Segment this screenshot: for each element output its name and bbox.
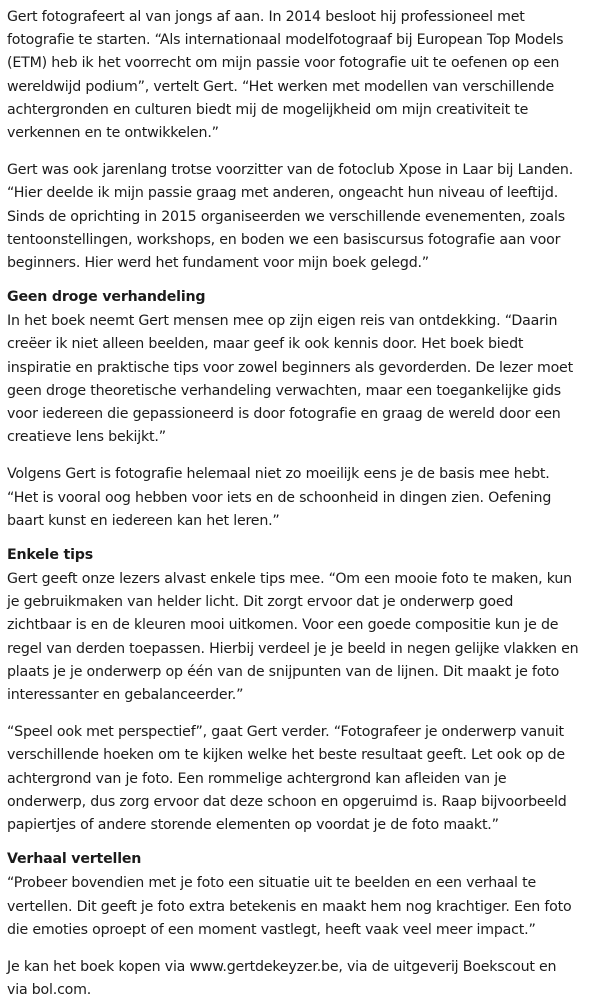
heading-geen-droge-verhandeling: Geen droge verhandeling — [7, 289, 206, 306]
paragraph-tips: Gert geeft onze lezers alvast enkele tips mee. “Om een mooie foto te maken, kun je gebruikmaken van helder licht. Dit zorgt ervoor dat je onderwerp goed zichtbaar is en de kleuren mooi uitkomen. Voor een goede compositie kun je de regel van derden toepassen. Hierbij verdeel je je beeld in negen gelijke vlakken en plaats je je onderwerp op één van de snijpunten van de lijnen. Dit maakt je foto interessanter en gebalanceerder.” — [7, 571, 579, 704]
paragraph-intro: Gert fotografeert al van jongs af aan. In 2014 besloot hij professioneel met fotografie te starten. “Als internationaal modelfotograaf bij European Top Models (ETM) heb ik het voorrecht om mijn passie voor fotografie uit te oefenen op een wereldwijd podium”, vertelt Gert. “Het werken met modellen van verschillende achtergronden en culturen biedt mij de mogelijkheid om mijn creativiteit te verkennen en te ontwikkelen.” — [7, 9, 564, 142]
paragraph-boek: In het boek neemt Gert mensen mee op zijn eigen reis van ontdekking. “Daarin creëer ik niet alleen beelden, maar geef ik ook kennis door. Het boek biedt inspiratie en praktische tips voor zowel beginners als gevorderden. De lezer moet geen droge theoretische verhandeling verwachten, maar een toegankelijke gids voor iedereen die gepassioneerd is door fotografie en graag de wereld door een creatieve lens bekijkt.” — [7, 313, 573, 446]
heading-enkele-tips: Enkele tips — [7, 547, 93, 564]
paragraph-perspectief: “Speel ook met perspectief”, gaat Gert verder. “Fotografeer je onderwerp vanuit verschillende hoeken om te kijken welke het beste resultaat geeft. Let ook op de achtergrond van je foto. Een rommelige achtergrond kan afleiden van je onderwerp, dus zorg ervoor dat deze schoon en opgeruimd is. Raap bijvoorbeeld papiertjes of andere storende elementen op voordat je de foto maakt.” — [7, 724, 567, 834]
paragraph-verhaal: “Probeer bovendien met je foto een situatie uit te beelden en een verhaal te vertellen. Dit geeft je foto extra betekenis en maakt hem nog krachtiger. Een foto die emoties oproept of een moment vastlegt, heeft vaak veel meer impact.” — [7, 875, 572, 938]
paragraph-fotoclub: Gert was ook jarenlang trotse voorzitter van de fotoclub Xpose in Laar bij Landen. “Hier deelde ik mijn passie graag met anderen, ongeacht hun niveau of leeftijd. Sinds de oprichting in 2015 organiseerden we verschillende evenementen, zoals tentoonstellingen, workshops, en boden we een basiscursus fotografie aan voor beginners. Hier werd het fundament voor mijn boek gelegd.” — [7, 162, 574, 272]
paragraph-kopen: Je kan het boek kopen via www.gertdekeyzer.be, via de uitgeverij Boekscout en via bol.com. — [7, 958, 557, 999]
heading-verhaal-vertellen: Verhaal vertellen — [7, 851, 142, 868]
paragraph-basis: Volgens Gert is fotografie helemaal niet zo moeilijk eens je de basis mee hebt. “Het is vooral oog hebben voor iets en de schoonheid in dingen zien. Oefening baart kunst en iedereen kan het leren.” — [7, 466, 552, 529]
